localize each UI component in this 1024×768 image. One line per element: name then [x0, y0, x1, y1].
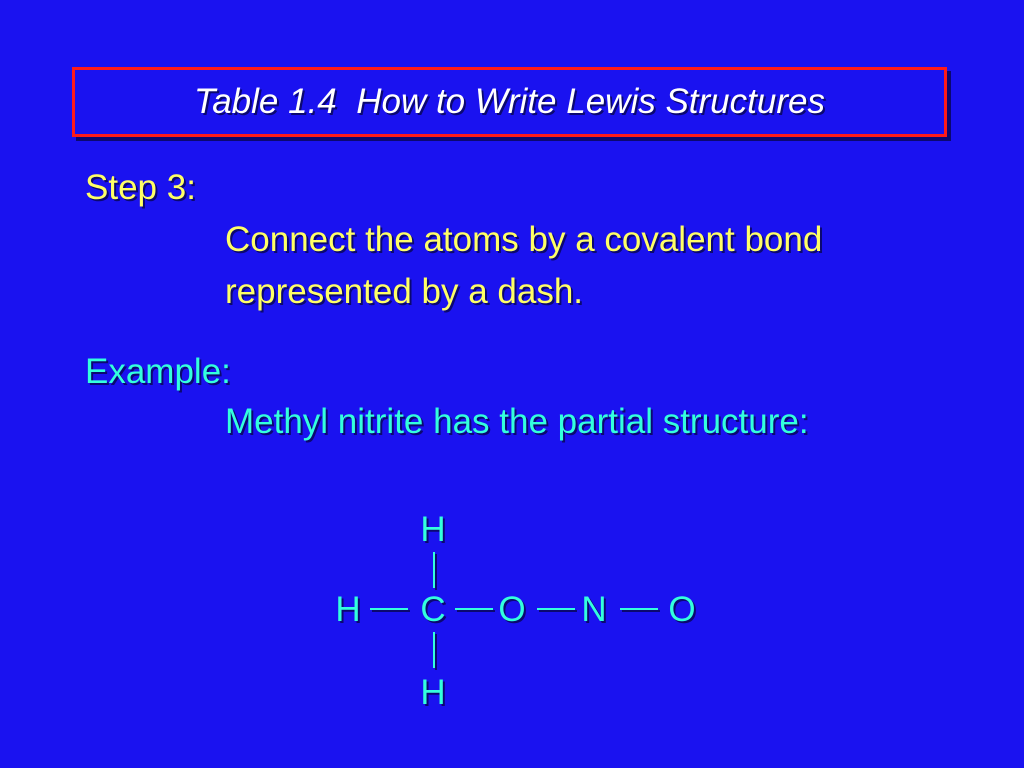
bond-o-n [537, 608, 575, 610]
atom-nitrogen: N [581, 590, 607, 629]
title-box [72, 67, 947, 137]
atom-oxygen-2: O [668, 590, 696, 629]
atom-h-bottom: H [420, 673, 446, 712]
example-text: Methyl nitrite has the partial structure: [225, 402, 809, 441]
example-label: Example: [85, 352, 231, 391]
bond-n-o [620, 608, 658, 610]
bond-c-o [455, 608, 493, 610]
atom-h-left: H [335, 590, 361, 629]
atom-oxygen-1: O [498, 590, 526, 629]
bond-c-h-top [433, 552, 435, 588]
bond-h-c [370, 608, 408, 610]
atom-h-top: H [420, 510, 446, 549]
slide-title: Table 1.4 How to Write Lewis Structures [194, 82, 825, 121]
atom-carbon: C [420, 590, 446, 629]
step-text-line1: Connect the atoms by a covalent bond [225, 220, 823, 259]
bond-c-h-bottom [433, 632, 435, 668]
step-label: Step 3: [85, 168, 196, 207]
step-text-line2: represented by a dash. [225, 272, 584, 311]
